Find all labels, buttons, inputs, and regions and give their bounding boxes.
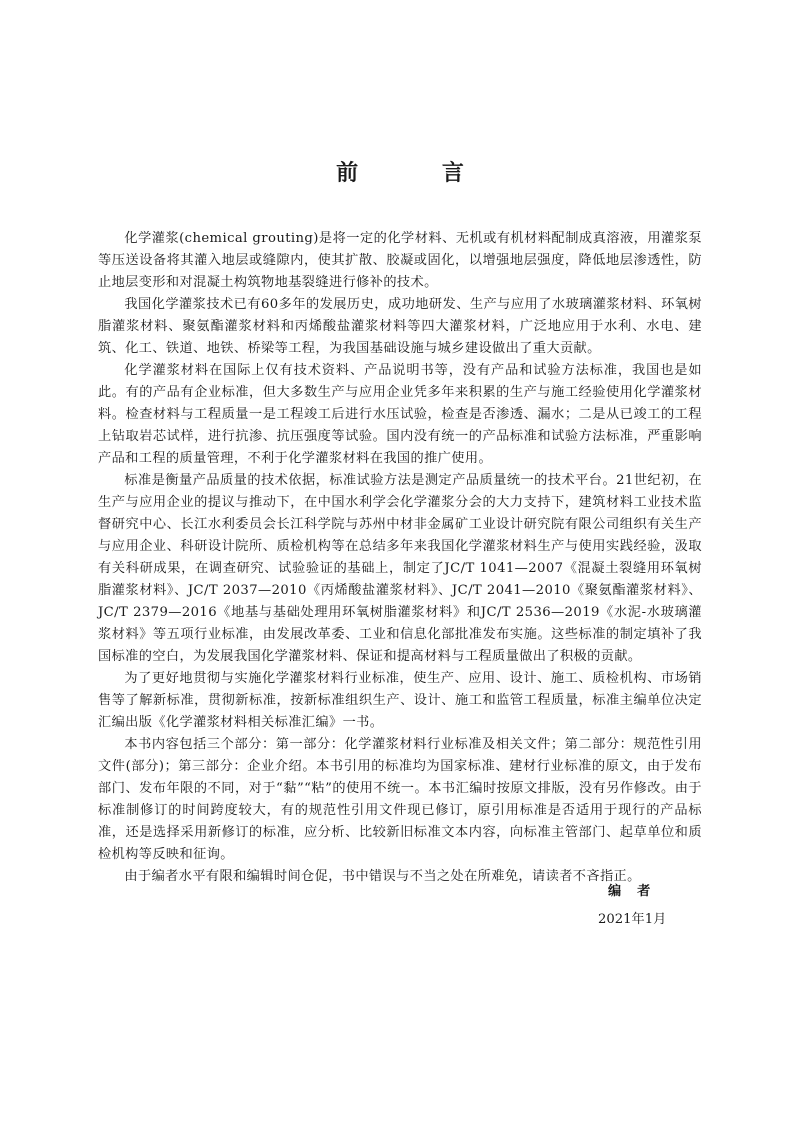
paragraph-contents: 本书内容包括三个部分：第一部分：化学灌浆材料行业标准及相关文件；第二部分：规范性引用文件(部分)；第三部分：企业介绍。本书引用的标准均为国家标准、建材行业标准的原文，由于发布部门、发布年限的不同，对于“黏”“粘”的使用不统一。本书汇编时按原文排版，没有另作修改。由于标准制修订的时间跨度较大，有的规范性引用文件现已修订，原引用标准是否适用于现行的产品标准，还是选择采用新修订的标准，应分析、比较新旧标准文本内容，向标准主管部门、起草单位和质检机构等反映和征询。 [98, 737, 702, 862]
author-signature: 编者 [608, 884, 667, 899]
page-title: 前 言 [336, 160, 502, 186]
paragraph-purpose: 为了更好地贯彻与实施化学灌浆材料行业标准，使生产、应用、设计、施工、质检机构、市场销售等了解新标准，贯彻新标准，按新标准组织生产、设计、施工和监管工程质量，标准主编单位决定汇编出版《化学灌浆材料相关标准汇编》一书。 [98, 671, 702, 730]
paragraph-standards-gap: 化学灌浆材料在国际上仅有技术资料、产品说明书等，没有产品和试验方法标准，我国也是如此。有的产品有企业标准，但大多数生产与应用企业凭多年来积累的生产与施工经验使用化学灌浆材料。检查材料与工程质量一是工程竣工后进行水压试验，检查是否渗透、漏水；二是从已竣工的工程上钻取岩芯试样，进行抗渗、抗压强度等试验。国内没有统一的产品标准和试验方法标准，严重影响产品和工程的质量管理，不利于化学灌浆材料在我国的推广使用。 [98, 363, 702, 466]
paragraph-standards-development: 标准是衡量产品质量的技术依据，标准试验方法是测定产品质量统一的技术平台。21世纪初，在生产与应用企业的提议与推动下，在中国水利学会化学灌浆分会的大力支持下，建筑材料工业技术监督研究中心、长江水利委员会长江科学院与苏州中材非金属矿工业设计研究院有限公司组织有关生产与应用企业、科研设计院所、质检机构等在总结多年来我国化学灌浆材料生产与使用实践经验，汲取有关科研成果，在调查研究、试验验证的基础上，制定了JC/T 1041—2007《混凝土裂缝用环氧树脂灌浆材料》、JC/T 2037—2010《丙烯酸盐灌浆材料》、JC/T 2041—2010《聚氨酯灌浆材料》、JC/T 2379—2016《地基与基础处理用环氧树脂灌浆材料》和JC/T 2536—2019《水泥-水玻璃灌浆材料》等五项行业标准，由发展改革委、工业和信息化部批准发布实施。这些标准的制定填补了我国标准的空白，为发展我国化学灌浆材料、保证和提高材料与工程质量做出了积极的贡献。 [98, 473, 702, 664]
paragraph-intro: 化学灌浆(chemical grouting)是将一定的化学材料、无机或有机材料配制成真溶液，用灌浆泵等压送设备将其灌入地层或缝隙内，使其扩散、胶凝或固化，以增强地层强度，降低地层渗透性，防止地层变形和对混凝土构筑物地基裂缝进行修补的技术。 [98, 231, 702, 290]
signature-date: 2021年1月 [598, 912, 667, 927]
preface-body [98, 228, 702, 888]
paragraph-closing: 由于编者水平有限和编辑时间仓促，书中错误与不当之处在所难免，请读者不吝指正。 [124, 869, 641, 884]
paragraph-history: 我国化学灌浆技术已有60多年的发展历史，成功地研发、生产与应用了水玻璃灌浆材料、环氧树脂灌浆材料、聚氨酯灌浆材料和丙烯酸盐灌浆材料等四大灌浆材料，广泛地应用于水利、水电、建筑、化工、铁道、地铁、桥梁等工程，为我国基础设施与城乡建设做出了重大贡献。 [98, 297, 702, 356]
